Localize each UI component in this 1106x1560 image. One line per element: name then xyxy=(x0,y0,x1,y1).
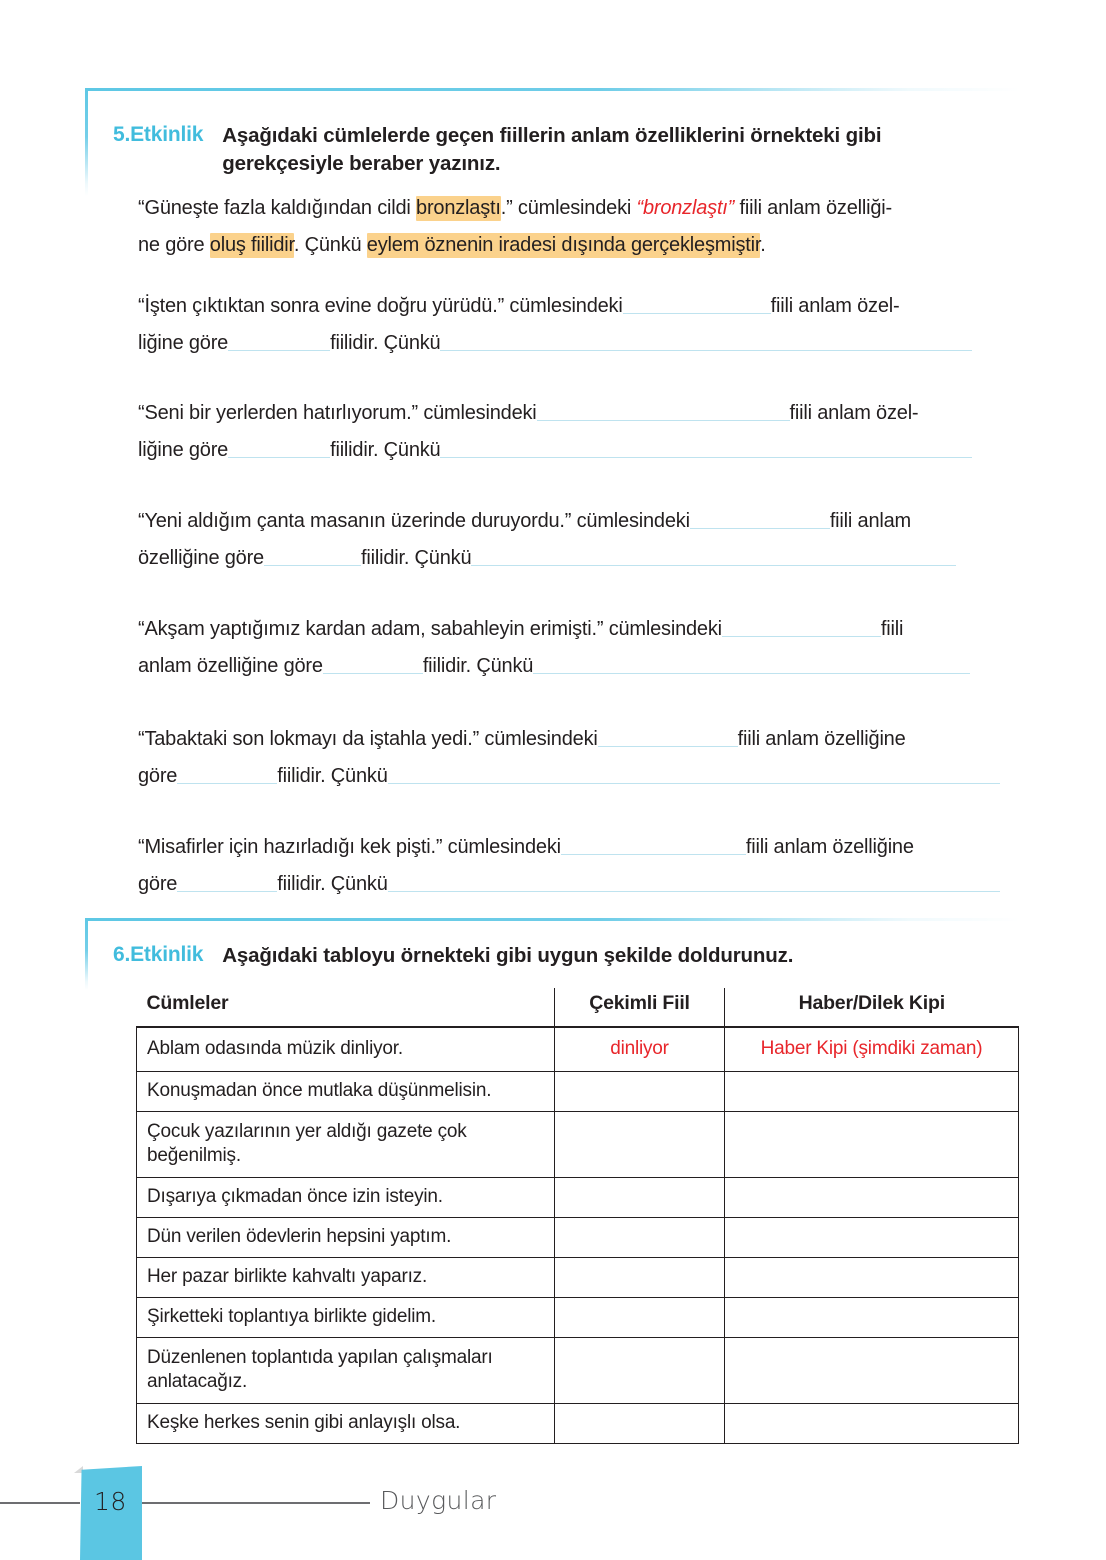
item4-suffix: fiili xyxy=(880,618,904,640)
example-text-b: .” cümlesindeki xyxy=(500,197,637,219)
cell-mood-blank[interactable] xyxy=(725,1297,1019,1337)
table-row xyxy=(137,1297,1019,1337)
cell-verb-blank[interactable] xyxy=(555,1337,725,1403)
activity-6-bracket-top xyxy=(85,918,1020,921)
example-red-bronzlasti: “bronzlaştı” xyxy=(636,197,735,219)
item3-blank-verb[interactable] xyxy=(690,510,830,529)
cell-mood-blank[interactable] xyxy=(725,1111,1019,1177)
footer-rule-left xyxy=(0,1502,80,1504)
footer-unit-title: Duygular xyxy=(380,1486,497,1515)
item4-mid2: fiilidir. Çünkü xyxy=(422,655,534,677)
exercise-item-3-line-2 xyxy=(138,547,956,568)
table-row xyxy=(137,1337,1019,1403)
cell-verb-blank[interactable] xyxy=(555,1217,725,1257)
item4-pre2: anlam özelliğine göre xyxy=(138,655,323,677)
exercise-item-6-line-2 xyxy=(138,873,1000,894)
cell-mood-blank[interactable] xyxy=(725,1177,1019,1217)
cell-sentence: Düzenlenen toplantıda yapılan çalışmaları anlatacağız. xyxy=(137,1337,555,1403)
item6-blank-reason[interactable] xyxy=(388,873,1000,892)
item3-mid2: fiilidir. Çünkü xyxy=(360,547,472,569)
cell-verb-answer[interactable]: dinliyor xyxy=(555,1027,725,1071)
item5-blank-type[interactable] xyxy=(177,765,277,784)
cell-sentence: Çocuk yazılarının yer aldığı gazete çok beğenilmiş. xyxy=(137,1111,555,1177)
column-header-mood: Haber/Dilek Kipi xyxy=(725,988,1019,1027)
exercise-item-5-line-2 xyxy=(138,765,1000,786)
item3-suffix: fiili anlam xyxy=(829,510,911,532)
item1-suffix: fiili anlam özel- xyxy=(770,295,900,317)
cell-sentence: Konuşmadan önce mutlaka düşünmelisin. xyxy=(137,1071,555,1111)
cell-mood-answer[interactable]: Haber Kipi (şimdiki zaman) xyxy=(725,1027,1019,1071)
item4-blank-reason[interactable] xyxy=(533,655,970,674)
activity-5-bracket-top xyxy=(85,88,1020,91)
cell-mood-blank[interactable] xyxy=(725,1071,1019,1111)
cell-sentence: Her pazar birlikte kahvaltı yaparız. xyxy=(137,1257,555,1297)
table-row xyxy=(137,1403,1019,1443)
item5-suffix: fiili anlam özelliğine xyxy=(737,728,906,750)
cell-sentence: Dün verilen ödevlerin hepsini yaptım. xyxy=(137,1217,555,1257)
cell-verb-blank[interactable] xyxy=(555,1403,725,1443)
exercise-item-4-line-2 xyxy=(138,655,970,676)
item2-blank-reason[interactable] xyxy=(440,439,972,458)
item2-suffix: fiili anlam özel- xyxy=(789,402,919,424)
item3-blank-reason[interactable] xyxy=(471,547,956,566)
exercise-item-4-line-1 xyxy=(138,618,903,639)
cell-sentence: Ablam odasında müzik dinliyor. xyxy=(137,1027,555,1071)
cell-mood-blank[interactable] xyxy=(725,1403,1019,1443)
exercise-item-2-line-1 xyxy=(138,402,918,423)
item5-pre2: göre xyxy=(138,765,178,787)
exercise-item-3-line-1 xyxy=(138,510,911,531)
activity-5-example-line-2 xyxy=(138,235,766,255)
example-highlight-olus-fiilidir: oluş fiilidir xyxy=(209,234,294,256)
item6-suffix: fiili anlam özelliğine xyxy=(745,836,914,858)
activity-5-title: Aşağıdaki cümlelerde geçen fiillerin anlam özelliklerini örnekteki gibi gerekçesiyle beraber yazınız. xyxy=(222,124,882,176)
exercise-item-1-line-2 xyxy=(138,332,972,353)
item2-blank-verb[interactable] xyxy=(537,402,790,421)
item5-blank-verb[interactable] xyxy=(598,728,738,747)
item5-mid2: fiilidir. Çünkü xyxy=(277,765,388,787)
item5-blank-reason[interactable] xyxy=(388,765,1000,784)
example-text-a: “Güneşte fazla kaldığından cildi xyxy=(138,197,417,219)
item1-mid2: fiilidir. Çünkü xyxy=(330,332,441,354)
exercise-item-5-line-1 xyxy=(138,728,906,749)
table-row xyxy=(137,1177,1019,1217)
exercise-item-2-line-2 xyxy=(138,439,972,460)
item1-pre2: liğine göre xyxy=(138,332,229,354)
activity-6-bracket-left xyxy=(85,918,88,990)
item2-pre2: liğine göre xyxy=(138,439,229,461)
item1-blank-verb[interactable] xyxy=(623,295,771,314)
column-header-sentences: Cümleler xyxy=(137,988,555,1027)
item6-blank-verb[interactable] xyxy=(561,836,746,855)
item6-blank-type[interactable] xyxy=(177,873,277,892)
cell-mood-blank[interactable] xyxy=(725,1257,1019,1297)
table-header-row xyxy=(137,988,1019,1027)
page-number: 18 xyxy=(94,1487,127,1516)
activity-5-number: 5.Etkinlik xyxy=(113,123,204,146)
example2-text-c: . xyxy=(760,234,766,256)
table-row xyxy=(137,1027,1019,1071)
cell-verb-blank[interactable] xyxy=(555,1297,725,1337)
table-body xyxy=(137,1027,1019,1443)
example-highlight-reason: eylem öznenin iradesi dışında gerçekleşmiştir xyxy=(366,234,761,256)
item6-prompt: “Misafirler için hazırladığı kek pişti.” cümlesindeki xyxy=(138,836,561,858)
activity-6-heading xyxy=(113,942,1013,970)
example-text-c: fiili anlam özelliği- xyxy=(734,197,893,219)
column-header-verb: Çekimli Fiil xyxy=(555,988,725,1027)
cell-sentence: Dışarıya çıkmadan önce izin isteyin. xyxy=(137,1177,555,1217)
cell-mood-blank[interactable] xyxy=(725,1217,1019,1257)
item2-mid2: fiilidir. Çünkü xyxy=(330,439,441,461)
cell-mood-blank[interactable] xyxy=(725,1337,1019,1403)
cell-verb-blank[interactable] xyxy=(555,1111,725,1177)
item3-prompt: “Yeni aldığım çanta masanın üzerinde duruyordu.” cümlesindeki xyxy=(138,510,690,532)
item1-blank-type[interactable] xyxy=(228,332,330,351)
table-row xyxy=(137,1217,1019,1257)
exercise-item-1-line-1 xyxy=(138,295,899,316)
item6-mid2: fiilidir. Çünkü xyxy=(277,873,388,895)
item4-prompt: “Akşam yaptığımız kardan adam, sabahleyin erimişti.” cümlesindeki xyxy=(138,618,722,640)
cell-verb-blank[interactable] xyxy=(555,1177,725,1217)
activity-5-example-line-1 xyxy=(138,198,892,218)
table-row xyxy=(137,1111,1019,1177)
item2-prompt: “Seni bir yerlerden hatırlıyorum.” cümlesindeki xyxy=(138,402,537,424)
activity-5-heading xyxy=(113,122,1013,179)
example2-text-a: ne göre xyxy=(138,234,210,256)
activity-6-title: Aşağıdaki tabloyu örnekteki gibi uygun şekilde doldurunuz. xyxy=(222,944,794,967)
activity-6-number: 6.Etkinlik xyxy=(113,943,204,966)
cell-sentence: Keşke herkes senin gibi anlayışlı olsa. xyxy=(137,1403,555,1443)
table-row xyxy=(137,1257,1019,1297)
item4-blank-verb[interactable] xyxy=(722,618,881,637)
exercise-item-6-line-1 xyxy=(138,836,914,857)
conjugation-table xyxy=(136,988,1019,1444)
table-row xyxy=(137,1071,1019,1111)
item3-blank-type[interactable] xyxy=(264,547,361,566)
footer-rule-right xyxy=(142,1502,370,1504)
example-highlight-bronzlasti: bronzlaştı xyxy=(416,197,501,219)
item3-pre2: özelliğine göre xyxy=(138,547,264,569)
item4-blank-type[interactable] xyxy=(323,655,423,674)
item2-blank-type[interactable] xyxy=(228,439,330,458)
example2-text-b: . Çünkü xyxy=(293,234,367,256)
cell-sentence: Şirketteki toplantıya birlikte gidelim. xyxy=(137,1297,555,1337)
cell-verb-blank[interactable] xyxy=(555,1257,725,1297)
item1-blank-reason[interactable] xyxy=(440,332,972,351)
item5-prompt: “Tabaktaki son lokmayı da iştahla yedi.” cümlesindeki xyxy=(138,728,598,750)
item1-prompt: “İşten çıktıktan sonra evine doğru yürüdü.” cümlesindeki xyxy=(138,295,623,317)
cell-verb-blank[interactable] xyxy=(555,1071,725,1111)
activity-5-bracket-left xyxy=(85,88,88,196)
item6-pre2: göre xyxy=(138,873,178,895)
